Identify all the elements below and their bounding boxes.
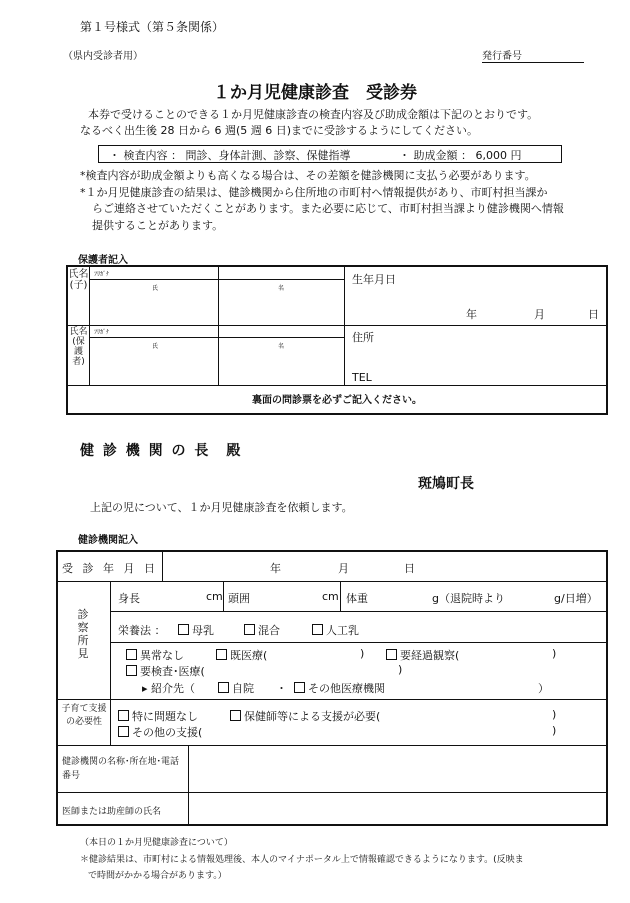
birth-month-label: 月 [534,308,545,321]
note-1: *検査内容が助成金額よりも高くなる場合は、その差額を健診機関に支払う必要があります。 [80,169,536,182]
content-label: ・ 検査内容 ： 問診、身体計測、診察、保健指導 [109,149,351,162]
head-unit: cm [322,590,339,603]
doctor-field[interactable] [190,794,600,820]
footer-line-2: で時間がかかる場合があります。） [88,871,227,881]
finding-treated[interactable] [216,647,267,663]
breast-label: 母乳 [192,624,214,637]
referral-other[interactable] [294,680,385,696]
issue-number-label: 発行番号 [482,51,522,62]
form-number: 第１号様式（第５条関係） [80,20,225,34]
child-furigana-label: ﾌﾘｶﾞﾅ [94,271,110,278]
nutrition-mixed[interactable] [244,622,280,638]
checkbox-icon[interactable] [386,649,397,660]
support-no-problem[interactable] [118,708,198,724]
guardian-given-name-label: 名 [278,343,285,350]
doctor-label: 医師または助産師の氏名 [62,807,162,817]
finding-observe[interactable] [386,647,459,663]
other-support-close: ) [552,724,557,737]
head-label: 頭囲 [228,592,250,605]
mayor-name: 斑鳩町長 [418,476,474,492]
addressee: 健 診 機 関 の 長 殿 [80,443,243,459]
support-other[interactable] [118,724,202,740]
checkbox-icon[interactable] [118,710,129,721]
checkbox-icon[interactable] [312,624,323,635]
content-box [98,145,562,163]
child-given-name-label: 名 [278,285,285,292]
nutrition-breast[interactable] [178,622,214,638]
checkbox-icon[interactable] [244,624,255,635]
no-problem-label: 特に問題なし [132,710,198,723]
guardian-family-name-label: 氏 [152,343,159,350]
normal-label: 異常なし [140,649,184,662]
exam-year-label: 年 [270,562,281,575]
need-support-close: ) [552,708,557,721]
mixed-label: 混合 [258,624,280,637]
guardian-name-label: 氏名(保護者) [68,325,90,385]
birth-date-label: 生年月日 [352,273,396,286]
height-unit: cm [206,590,223,603]
nutrition-label: 栄養法 ： [118,624,166,637]
nutrition-formula[interactable] [312,622,359,638]
checkbox-icon[interactable] [218,682,229,693]
page-title: １か月児健康診査 受診券 [213,83,417,103]
exam-date-label: 受 診 年 月 日 [62,562,158,575]
referral-close: ） [538,682,549,695]
observe-label: 要経過観察( [400,649,460,662]
footer-heading: （本日の１か月児健康診査について） [80,838,233,848]
need-support-label: 保健師等による支援が必要( [244,710,381,723]
referral-label: ▸ 紹介先（ [142,682,196,695]
checkbox-icon[interactable] [216,649,227,660]
institution-field[interactable] [190,747,600,790]
intro-line-2: なるべく出生後 28 日から 6 週(5 週 6 日)までに受診するようにしてください。 [80,124,479,137]
birth-day-label: 日 [588,308,599,321]
child-family-name-label: 氏 [152,285,159,292]
guardian-furigana-label: ﾌﾘｶﾞﾅ [94,329,110,336]
own-label: 自院 [232,682,254,695]
footer-line-1: ＊健診結果は、市町村による情報処理後、本人のマイナポータル上で情報確認できるようになります。(反映ま [80,855,524,865]
gain-unit: g/日増） [554,592,598,605]
guardian-table [66,265,608,415]
support-label: 子育て支援の必要性 [61,704,107,727]
weight-unit: g（退院時より [432,592,505,605]
checkbox-icon[interactable] [126,665,137,676]
intro-line-1: 本券で受けることのできる１か月児健康診査の検査内容及び助成金額は下記のとおりです。 [88,108,539,121]
address-label: 住所 [352,331,374,344]
checkbox-icon[interactable] [118,726,129,737]
exam-month-label: 月 [338,562,349,575]
note-2c: 提供することがあります。 [92,219,224,232]
findings-label: 診察所見 [77,608,89,660]
institution-label: 健診機関の名称･所在地･電話番号 [62,757,180,781]
back-note: 裏面の問診票を必ずご記入ください。 [252,395,422,406]
weight-label: 体重 [346,592,368,605]
tel-label: TEL [352,371,372,384]
referral-own[interactable] [218,680,254,696]
checkbox-icon[interactable] [178,624,189,635]
other-support-label: その他の支援( [132,726,203,739]
clinic-heading: 健診機関記入 [78,535,138,546]
checkbox-icon[interactable] [126,649,137,660]
issue-number-field[interactable] [482,47,584,63]
need-exam-label: 要検査･医療( [140,665,205,678]
treated-label: 既医療( [230,649,268,662]
subsidy-label: ・ 助成金額 ： 6,000 円 [399,149,522,162]
height-label: 身長 [118,592,140,605]
treated-close: ) [360,647,365,660]
request-text: 上記の児について、１か月児健康診査を依頼します。 [90,501,353,514]
child-name-label: 氏名(子) [68,267,90,325]
support-need[interactable] [230,708,380,724]
note-2a: *１か月児健康診査の結果は、健診機関から住所地の市町村へ情報提供があり、市町村担当課か [80,186,548,199]
observe-close: ) [552,647,557,660]
finding-need-exam[interactable] [126,663,205,679]
checkbox-icon[interactable] [294,682,305,693]
note-2b: らご連絡させていただくことがあります。また必要に応じて、市町村担当課より健診機関へ情報 [92,202,564,215]
clinic-table [56,550,608,826]
guardian-heading: 保護者記入 [78,255,128,266]
finding-normal[interactable] [126,647,184,663]
exam-day-label: 日 [404,562,415,575]
need-exam-close: ) [398,663,403,676]
birth-year-label: 年 [466,308,477,321]
formula-label: 人工乳 [326,624,359,637]
referral-dot: ・ [276,682,287,695]
target-label: （県内受診者用） [63,51,143,62]
checkbox-icon[interactable] [230,710,241,721]
other-inst-label: その他医療機関 [308,682,385,695]
